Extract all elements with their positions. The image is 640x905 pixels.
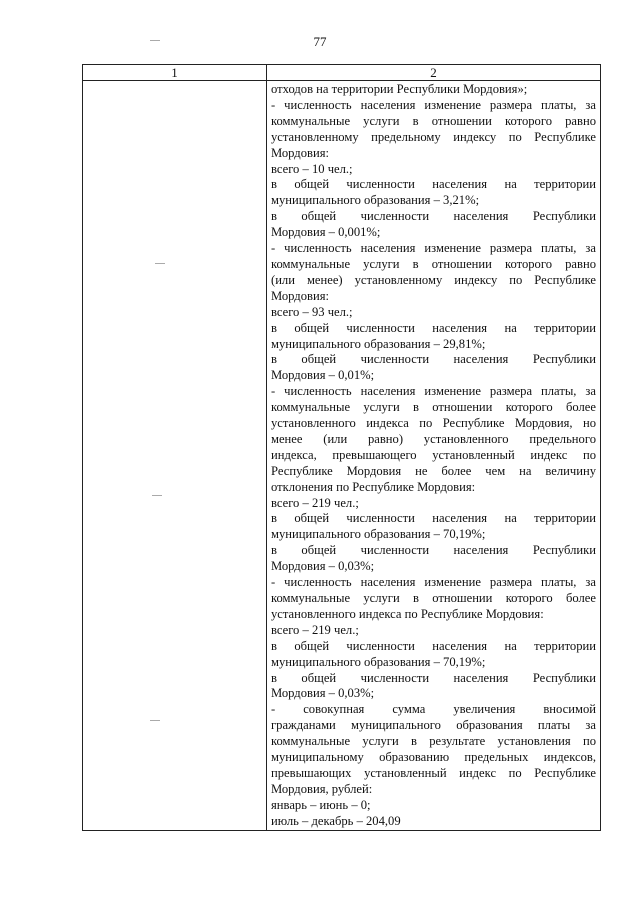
text-line: менее (или равно) установленного предельного	[271, 431, 596, 446]
scan-mark	[155, 263, 165, 264]
text-line: коммунальные услуги в отношении которого равно	[271, 256, 596, 271]
scan-mark	[150, 40, 160, 41]
document-table	[82, 64, 601, 831]
text-line: в общей численности населения Республики	[271, 209, 596, 224]
text-line: в общей численности населения Республики	[271, 352, 596, 367]
text-line: муниципального образования – 70,19%;	[271, 527, 486, 542]
text-line: муниципальному образованию предельных индексов,	[271, 750, 596, 765]
text-line: в общей численности населения на территории	[271, 177, 596, 192]
text-line: отклонения по Республике Мордовия:	[271, 479, 476, 494]
text-line: Мордовия – 0,03%;	[271, 559, 375, 574]
text-line: в общей численности населения Республики	[271, 670, 596, 685]
text-line: в общей численности населения Республики	[271, 543, 596, 558]
text-line: в общей численности населения на территории	[271, 511, 596, 526]
text-line: всего – 219 чел.;	[271, 495, 359, 510]
text-line: отходов на территории Республики Мордовия»;	[271, 82, 528, 96]
text-line: коммунальные услуги в отношении которого более	[271, 591, 596, 605]
text-line: январь – июнь – 0;	[271, 797, 371, 812]
text-line: в общей численности населения на территории	[271, 638, 596, 653]
text-line: муниципального образования – 3,21%;	[271, 193, 480, 208]
text-line: - численность населения изменение размера платы, за	[271, 384, 596, 399]
text-line: установленного индекса по Республике Мордовия:	[271, 606, 544, 621]
text-line: коммунальные услуги в результате установления по	[271, 734, 596, 749]
table-cell-col2	[267, 81, 601, 831]
text-line: коммунальные услуги в отношении которого более	[271, 400, 596, 415]
text-line: - совокупная сумма увеличения вносимой	[271, 702, 596, 717]
text-line: Мордовия:	[271, 288, 329, 303]
text-line: муниципального образования – 29,81%;	[271, 336, 486, 351]
text-line: Мордовия – 0,001%;	[271, 225, 381, 240]
text-line: установленного индекса по Республике Мордовия, но	[271, 416, 596, 431]
text-line: всего – 219 чел.;	[271, 622, 359, 637]
text-line: Республике Мордовия не более чем на величину	[271, 463, 596, 478]
text-line: - численность населения изменение размера платы, за	[271, 575, 596, 590]
text-line: индекса, превышающего установленный индекс по	[271, 447, 596, 462]
column-header-2: 2	[267, 65, 601, 81]
text-line: превышающих установленный индекс по Республике	[271, 765, 596, 780]
table-cell-col1	[83, 81, 267, 831]
text-line: Мордовия, рублей:	[271, 781, 373, 796]
table-header-row	[83, 65, 601, 81]
text-line: Мордовия:	[271, 145, 329, 160]
text-line: муниципального образования – 70,19%;	[271, 654, 486, 669]
text-line: (или менее) установленному индексу по Республике	[271, 272, 596, 287]
cell-text-block	[267, 81, 600, 830]
text-line: всего – 10 чел.;	[271, 161, 353, 176]
table-row	[83, 81, 601, 831]
text-line: всего – 93 чел.;	[271, 304, 353, 319]
text-line: коммунальные услуги в отношении которого равно	[271, 113, 596, 128]
text-line: гражданами муниципального образования платы за	[271, 718, 596, 733]
scan-mark	[152, 495, 162, 496]
scan-mark	[150, 720, 160, 721]
text-line: в общей численности населения на территории	[271, 320, 596, 335]
text-line: установленному предельному индексу по Республике	[271, 129, 596, 144]
column-header-1: 1	[83, 65, 267, 81]
text-line: июль – декабрь – 204,09	[271, 813, 401, 828]
text-line: Мордовия – 0,01%;	[271, 368, 375, 383]
text-line: Мордовия – 0,03%;	[271, 686, 375, 701]
text-line: - численность населения изменение размера платы, за	[271, 241, 596, 256]
text-line: - численность населения изменение размера платы, за	[271, 97, 596, 112]
page-number: 77	[313, 34, 327, 49]
